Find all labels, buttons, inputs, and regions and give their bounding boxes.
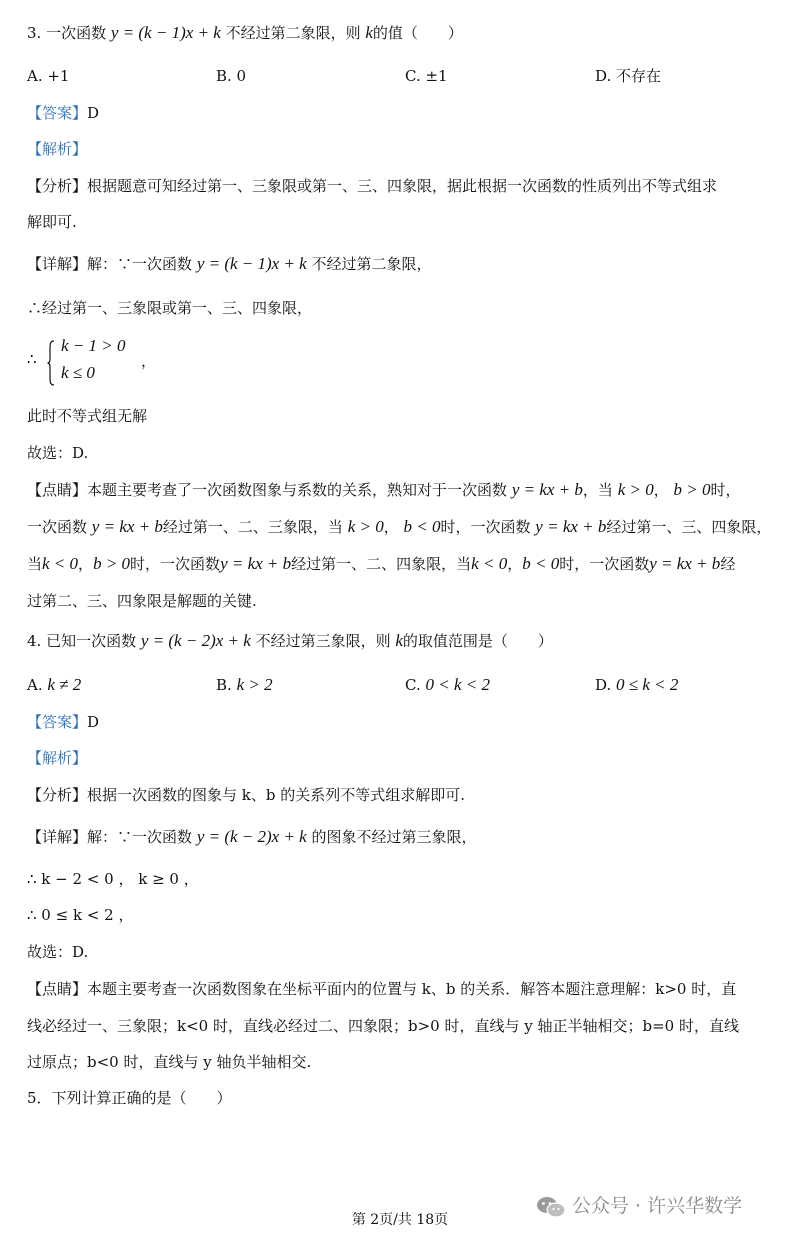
q4-option-d <box>595 674 678 696</box>
q4-option-b <box>216 674 273 696</box>
dj-condition: b > 0 <box>93 554 131 573</box>
fenxi-tag: 【分析】 <box>27 786 88 804</box>
answer-value: D <box>87 104 100 122</box>
dj-condition: k < 0 <box>42 554 79 573</box>
dj-condition: b < 0 <box>522 554 560 573</box>
detail-suffix: 的图象不经过第三象限， <box>311 828 477 846</box>
fenxi-tag: 【分析】 <box>27 177 88 195</box>
q4-dianjing-line1 <box>27 978 786 1000</box>
q4-stem <box>27 630 786 652</box>
dj-condition: k > 0 <box>347 517 384 536</box>
q3-formula: y = (k − 1)x + k <box>110 23 221 42</box>
dj-text: ， <box>653 481 669 499</box>
q4-option-c <box>405 674 490 696</box>
q4-var: k <box>395 631 403 650</box>
q4-stem-middle: 不经过第三象限，则 <box>255 632 391 650</box>
q3-answer <box>27 102 786 124</box>
dj-formula: y = kx + b <box>535 517 607 536</box>
dj-text: 经过第一、三、四象限， <box>606 518 772 536</box>
answer-value: D <box>87 713 100 731</box>
q5-stem: 5．下列计算正确的是（ ） <box>27 1089 232 1107</box>
dj-text: 当 <box>27 555 43 573</box>
fenxi-text: 根据题意可知经过第一、三象限或第一、三、四象限，据此根据一次函数的性质列出不等式组求 <box>87 177 718 195</box>
option-value: 0 ≤ k < 2 <box>616 675 679 694</box>
option-label: C. <box>405 676 421 694</box>
dj-text: 经 <box>720 555 736 573</box>
detail-prefix: 解：∵一次函数 <box>87 828 193 846</box>
dj-text: 时，一次函数 <box>440 518 531 536</box>
dj-text: 经过第一、二、四象限，当 <box>291 555 472 573</box>
q4-answer <box>27 711 786 733</box>
answer-tag: 【答案】 <box>27 713 88 731</box>
q3-no-solution: 此时不等式组无解 <box>27 407 148 425</box>
dj-text: 一次函数 <box>27 518 88 536</box>
dj-formula: y = kx + b <box>220 554 292 573</box>
q3-dianjing-line2 <box>27 516 786 538</box>
watermark-text: 公众号 · 许兴华数学 <box>572 1195 743 1217</box>
detail-formula: y = (k − 1)x + k <box>196 254 307 273</box>
dianjing-tag: 【点睛】 <box>27 980 88 998</box>
q3-option-a: A. +1 <box>27 67 70 85</box>
q3-step1: ∴经过第一、三象限或第一、三、四象限， <box>27 299 313 317</box>
dj-text: ， <box>507 555 523 573</box>
option-value: k ≠ 2 <box>47 675 82 694</box>
answer-tag: 【答案】 <box>27 104 88 122</box>
q3-stem-prefix: 3. 一次函数 <box>27 24 107 42</box>
left-brace-icon <box>47 340 55 386</box>
q4-formula: y = (k − 2)x + k <box>140 631 251 650</box>
detail-tag: 【详解】 <box>27 255 88 273</box>
q3-option-d: D. 不存在 <box>595 67 662 85</box>
option-value: k > 2 <box>236 675 273 694</box>
dj-text: ， <box>383 518 399 536</box>
inequality-system <box>27 334 227 390</box>
dj-text: 时，一次函数 <box>130 555 221 573</box>
q3-fenxi-line1 <box>27 175 786 197</box>
q3-detail <box>27 253 786 275</box>
q4-stem-end: 的取值范围是（ ） <box>402 632 553 650</box>
q3-dianjing-line3 <box>27 553 786 575</box>
system-row-1: k − 1 > 0 <box>61 336 126 355</box>
dj-condition: k < 0 <box>471 554 508 573</box>
dj-text: 时， <box>710 481 741 499</box>
q3-stem-middle: 不经过第二象限，则 <box>225 24 361 42</box>
q4-choose: 故选：D. <box>27 943 89 961</box>
q3-option-c: C. ±1 <box>405 67 448 85</box>
dianjing-tag: 【点睛】 <box>27 481 88 499</box>
q4-stem-prefix: 4. 已知一次函数 <box>27 632 137 650</box>
q3-fenxi-line2: 解即可. <box>27 213 77 231</box>
dj-formula: y = kx + b <box>649 554 721 573</box>
dj-text: 经过第一、二、三象限，当 <box>162 518 343 536</box>
dj-text: 本题主要考查一次函数图象在坐标平面内的位置与 k、b 的关系．解答本题注意理解：k>0 时，直 <box>87 980 737 998</box>
dj-formula: y = kx + b <box>511 480 583 499</box>
option-label: B. <box>216 676 232 694</box>
dj-condition: b < 0 <box>403 517 441 536</box>
dj-formula: y = kx + b <box>91 517 163 536</box>
q4-detail <box>27 826 786 848</box>
q3-option-b: B. 0 <box>216 67 247 85</box>
option-label: D. <box>595 676 612 694</box>
q4-fenxi <box>27 784 786 806</box>
page-footer: 第 2页/共 18页 <box>351 1212 449 1228</box>
q3-dianjing-line4: 过第二、三、四象限是解题的关键. <box>27 592 257 610</box>
q3-stem <box>27 22 786 44</box>
q3-dianjing-line1 <box>27 479 786 501</box>
option-label: A. <box>27 676 43 694</box>
q4-option-a <box>27 674 81 696</box>
q3-analysis-tag: 【解析】 <box>27 140 88 158</box>
fenxi-text: 根据一次函数的图象与 k、b 的关系列不等式组求解即可. <box>87 786 466 804</box>
q4-step2: ∴ 0 ≤ k < 2 ， <box>27 906 134 924</box>
system-row-2: k ≤ 0 <box>61 363 95 382</box>
q4-analysis-tag: 【解析】 <box>27 749 88 767</box>
detail-prefix: 解：∵一次函数 <box>87 255 193 273</box>
q4-step1: ∴ k − 2 < 0 ， k ≥ 0 ， <box>27 870 199 888</box>
detail-suffix: 不经过第二象限， <box>311 255 432 273</box>
detail-tag: 【详解】 <box>27 828 88 846</box>
q3-var: k <box>365 23 373 42</box>
therefore-symbol: ∴ <box>27 350 37 368</box>
dj-condition: k > 0 <box>617 480 654 499</box>
dj-text: 时，一次函数 <box>559 555 650 573</box>
q4-dianjing-line3: 过原点；b<0 时，直线与 y 轴负半轴相交. <box>27 1053 312 1071</box>
q4-dianjing-line2: 线必经过一、三象限；k<0 时，直线必经过二、四象限；b>0 时，直线与 y 轴正半轴相交；b=0 时，直线 <box>27 1017 739 1035</box>
option-value: 0 < k < 2 <box>425 675 490 694</box>
dj-text: ， <box>78 555 94 573</box>
q3-choose: 故选：D. <box>27 444 89 462</box>
system-comma: ， <box>141 352 157 370</box>
dj-text: ，当 <box>582 481 613 499</box>
detail-formula: y = (k − 2)x + k <box>196 827 307 846</box>
dj-text: 本题主要考查了一次函数图象与系数的关系，熟知对于一次函数 <box>87 481 508 499</box>
q3-stem-end: 的值（ ） <box>372 24 463 42</box>
dj-condition: b > 0 <box>673 480 711 499</box>
